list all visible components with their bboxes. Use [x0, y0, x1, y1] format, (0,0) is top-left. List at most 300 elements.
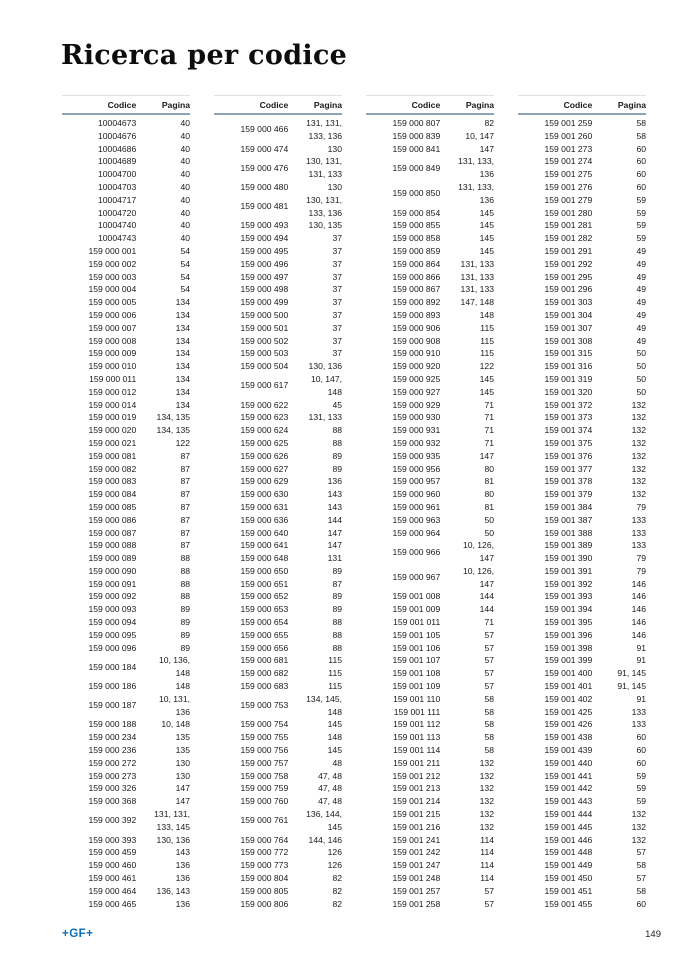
entry-pages	[288, 194, 342, 220]
entry-code: 159 000 095	[88, 629, 137, 640]
entry-pages	[288, 642, 342, 655]
entry-pages	[592, 271, 646, 284]
entry-pages	[592, 130, 646, 143]
index-entry	[214, 117, 342, 143]
entry-pages	[136, 872, 190, 885]
entry-code: 159 000 956	[392, 463, 441, 474]
index-entry	[518, 667, 646, 680]
entry-pages	[440, 258, 494, 271]
entry-pages	[288, 654, 342, 667]
index-entry	[62, 770, 190, 783]
entry-page-line: 145	[479, 207, 494, 218]
entry-page-line: 131, 133	[460, 284, 494, 295]
entry-page-line: 134, 135	[156, 425, 190, 436]
entry-page-line: 50	[636, 361, 646, 372]
index-entry	[62, 309, 190, 322]
entry-page-line: 10, 131,	[158, 693, 190, 704]
entry-page-line: 57	[484, 629, 494, 640]
index-entry	[214, 590, 342, 603]
entry-code: 159 001 398	[544, 642, 593, 653]
entry-code: 159 001 282	[544, 233, 593, 244]
entry-code: 159 000 011	[89, 373, 137, 384]
entry-pages	[592, 731, 646, 744]
entry-pages	[288, 117, 342, 143]
entry-code: 159 001 384	[544, 501, 593, 512]
index-entry	[366, 616, 494, 629]
page-number: 149	[645, 929, 661, 940]
entry-code: 159 001 111	[393, 706, 441, 717]
entry-code: 159 001 113	[393, 732, 441, 743]
entry-pages	[136, 808, 190, 834]
entry-page-line: 58	[636, 118, 646, 128]
entry-pages	[136, 296, 190, 309]
index-entry	[518, 219, 646, 232]
index-entry	[366, 296, 494, 309]
index-entry	[518, 335, 646, 348]
index-entry	[62, 834, 190, 847]
entry-code: 159 000 003	[88, 271, 137, 282]
entry-code: 10004700	[97, 169, 137, 180]
entry-page-line: 54	[180, 258, 190, 269]
entry-page-line: 91	[636, 655, 646, 666]
entry-code: 159 001 320	[544, 386, 593, 397]
entry-page-line: 59	[636, 770, 646, 781]
entry-page-line: 89	[180, 617, 190, 628]
entry-pages	[136, 488, 190, 501]
entry-code: 159 000 892	[392, 297, 441, 308]
entry-code: 159 000 504	[240, 361, 289, 372]
entry-page-line: 37	[332, 335, 342, 346]
entry-pages	[288, 309, 342, 322]
entry-pages	[592, 590, 646, 603]
entry-code: 159 000 020	[88, 425, 137, 436]
index-entry	[62, 117, 190, 130]
entry-page-line: 136	[479, 169, 494, 180]
entry-page-line: 134, 135	[156, 412, 190, 423]
entry-page-line: 134	[175, 386, 190, 397]
entry-code: 159 000 966	[392, 546, 441, 557]
entry-page-line: 71	[484, 399, 494, 410]
entry-page-line: 147	[479, 450, 494, 461]
index-entry	[62, 744, 190, 757]
entry-page-line: 10, 126,	[462, 565, 494, 576]
entry-code: 159 000 236	[88, 745, 137, 756]
entry-page-line: 57	[484, 885, 494, 896]
entry-code: 159 000 864	[392, 258, 441, 269]
entry-pages	[592, 629, 646, 642]
entry-page-line: 80	[484, 463, 494, 474]
entry-code: 159 000 925	[392, 373, 441, 384]
index-entry	[62, 514, 190, 527]
entry-code: 159 001 216	[392, 821, 441, 832]
index-entry	[366, 424, 494, 437]
index-entry	[214, 360, 342, 373]
entry-page-line: 134	[175, 297, 190, 308]
entry-pages	[440, 718, 494, 731]
entry-pages	[288, 898, 342, 911]
entry-page-line: 132	[631, 809, 646, 820]
entry-pages	[288, 155, 342, 181]
entry-pages	[288, 629, 342, 642]
entry-page-line: 60	[636, 143, 646, 154]
entry-pages	[288, 335, 342, 348]
entry-pages	[440, 411, 494, 424]
entry-code: 159 001 445	[544, 821, 593, 832]
index-entry	[518, 654, 646, 667]
index-entry	[62, 207, 190, 220]
index-entry	[518, 782, 646, 795]
index-entry	[518, 475, 646, 488]
column-header-row	[214, 95, 342, 115]
entry-pages	[136, 616, 190, 629]
index-entry	[366, 399, 494, 412]
entry-page-line: 60	[636, 898, 646, 909]
entry-pages	[440, 207, 494, 220]
entry-pages	[288, 283, 342, 296]
entry-pages	[440, 309, 494, 322]
entry-pages	[440, 514, 494, 527]
entry-pages	[592, 309, 646, 322]
entry-code: 159 000 496	[240, 258, 289, 269]
entry-pages	[288, 475, 342, 488]
entry-pages	[440, 232, 494, 245]
entry-pages	[592, 885, 646, 898]
entry-pages	[288, 514, 342, 527]
entry-pages	[288, 501, 342, 514]
entry-pages	[440, 373, 494, 386]
column-header-codice: Codice	[107, 100, 137, 110]
entry-code: 159 000 008	[88, 335, 137, 346]
entry-code: 159 001 443	[544, 796, 593, 807]
index-entry	[62, 872, 190, 885]
entry-page-line: 49	[636, 258, 646, 269]
entry-page-line: 40	[180, 181, 190, 192]
entry-pages	[288, 744, 342, 757]
column-header-codice: Codice	[411, 100, 441, 110]
index-entry	[366, 347, 494, 360]
entry-code: 159 001 273	[544, 143, 593, 154]
entry-code: 159 001 389	[544, 540, 593, 551]
entry-page-line: 50	[636, 373, 646, 384]
index-entry	[518, 590, 646, 603]
entry-code: 159 000 503	[240, 348, 289, 359]
entry-code: 159 000 012	[88, 386, 137, 397]
entry-page-line: 146	[631, 604, 646, 615]
entry-pages	[440, 859, 494, 872]
entry-code: 159 001 011	[393, 617, 441, 628]
entry-page-line: 126	[327, 847, 342, 858]
entry-code: 159 000 654	[240, 617, 289, 628]
index-entry	[366, 130, 494, 143]
entry-code: 159 000 806	[240, 898, 289, 909]
entry-code: 159 000 623	[240, 412, 289, 423]
entry-page-line: 87	[180, 527, 190, 538]
entry-page-line: 130	[175, 770, 190, 781]
index-entry	[518, 130, 646, 143]
index-entry	[214, 680, 342, 693]
column-header-codice: Codice	[259, 100, 289, 110]
index-entry	[62, 155, 190, 168]
index-entry	[214, 744, 342, 757]
index-entry	[366, 501, 494, 514]
index-entry	[518, 616, 646, 629]
entry-code: 159 001 211	[393, 757, 441, 768]
entry-page-line: 79	[636, 501, 646, 512]
index-entry	[214, 603, 342, 616]
entry-code: 159 000 964	[392, 527, 441, 538]
entry-page-line: 147	[479, 143, 494, 154]
entry-page-line: 132	[479, 770, 494, 781]
entry-page-line: 50	[484, 527, 494, 538]
index-entry	[214, 552, 342, 565]
column-header-pagina: Pagina	[313, 100, 342, 110]
entry-code: 159 000 858	[392, 233, 441, 244]
index-entry	[366, 450, 494, 463]
entry-code: 159 001 375	[544, 437, 593, 448]
entry-page-line: 148	[175, 681, 190, 692]
entry-pages	[136, 168, 190, 181]
entry-page-line: 89	[332, 450, 342, 461]
index-entry	[366, 360, 494, 373]
entry-pages	[136, 117, 190, 130]
entry-page-line: 49	[636, 322, 646, 333]
entry-page-line: 10, 126,	[462, 540, 494, 551]
index-entry	[214, 245, 342, 258]
entry-page-line: 130, 136	[156, 834, 190, 845]
entry-code: 159 000 234	[88, 732, 137, 743]
entry-code: 159 000 001	[88, 245, 137, 256]
entry-page-line: 131, 133	[460, 258, 494, 269]
index-entry	[518, 168, 646, 181]
entry-code: 159 000 622	[240, 399, 289, 410]
entry-pages	[136, 578, 190, 591]
index-entry	[518, 181, 646, 194]
entry-code: 159 000 393	[88, 834, 137, 845]
entry-code: 159 001 378	[544, 476, 593, 487]
entry-code: 159 001 441	[544, 770, 593, 781]
entry-code: 159 000 640	[240, 527, 289, 538]
index-entry	[214, 629, 342, 642]
entry-code: 159 001 316	[544, 361, 593, 372]
entry-pages	[288, 181, 342, 194]
index-entry	[62, 424, 190, 437]
entry-pages	[440, 424, 494, 437]
entry-pages	[288, 859, 342, 872]
index-entry	[62, 795, 190, 808]
entry-code: 159 000 481	[240, 201, 289, 212]
entry-code: 159 000 764	[240, 834, 289, 845]
entry-code: 159 000 929	[392, 399, 441, 410]
index-entry	[214, 770, 342, 783]
entry-page-line: 132	[631, 425, 646, 436]
entry-page-line: 148	[327, 706, 342, 717]
entry-pages	[136, 283, 190, 296]
entry-code: 159 000 655	[240, 629, 289, 640]
index-entry	[518, 642, 646, 655]
entry-code: 159 000 636	[240, 514, 289, 525]
entry-code: 159 000 932	[392, 437, 441, 448]
entry-pages	[288, 834, 342, 847]
index-entry	[366, 718, 494, 731]
entry-code: 159 001 258	[392, 898, 441, 909]
entry-code: 159 001 446	[544, 834, 593, 845]
entry-pages	[440, 590, 494, 603]
entry-pages	[288, 450, 342, 463]
entry-pages	[288, 296, 342, 309]
entry-pages	[136, 693, 190, 719]
index-entry	[518, 859, 646, 872]
entry-code: 159 000 859	[392, 245, 441, 256]
entry-page-line: 143	[327, 489, 342, 500]
index-entry	[214, 219, 342, 232]
entry-pages	[136, 347, 190, 360]
entry-pages	[592, 757, 646, 770]
index-entry	[366, 757, 494, 770]
entry-page-line: 135	[175, 745, 190, 756]
entry-pages	[592, 552, 646, 565]
index-entry	[366, 898, 494, 911]
entry-code: 159 000 081	[88, 450, 137, 461]
index-entry	[366, 680, 494, 693]
entry-code: 159 000 096	[88, 642, 137, 653]
column-header-row	[62, 95, 190, 115]
entry-page-line: 145	[479, 233, 494, 244]
entry-pages	[288, 360, 342, 373]
index-entry	[62, 846, 190, 859]
index-entry	[62, 322, 190, 335]
entry-code: 159 000 656	[240, 642, 289, 653]
entry-page-line: 71	[484, 412, 494, 423]
entry-page-line: 87	[180, 514, 190, 525]
entry-page-line: 79	[636, 565, 646, 576]
entry-page-line: 40	[180, 233, 190, 244]
index-entry	[518, 898, 646, 911]
entry-page-line: 59	[636, 783, 646, 794]
index-entry	[518, 194, 646, 207]
entry-code: 159 000 627	[240, 463, 289, 474]
index-entry	[366, 834, 494, 847]
index-entry	[214, 155, 342, 181]
entry-pages	[136, 450, 190, 463]
entry-pages	[592, 527, 646, 540]
entry-page-line: 50	[636, 348, 646, 359]
index-entry	[518, 386, 646, 399]
entry-code: 10004673	[97, 118, 137, 128]
index-entry	[214, 437, 342, 450]
entry-code: 159 000 086	[88, 514, 137, 525]
entry-pages	[136, 411, 190, 424]
entry-page-line: 134	[175, 348, 190, 359]
entry-pages	[288, 219, 342, 232]
entry-pages	[440, 399, 494, 412]
entry-page-line: 131, 133,	[458, 181, 494, 192]
index-entry	[518, 347, 646, 360]
entry-pages	[288, 411, 342, 424]
entry-pages	[136, 309, 190, 322]
entry-page-line: 132	[631, 412, 646, 423]
entry-pages	[592, 642, 646, 655]
entry-code: 159 001 376	[544, 450, 593, 461]
index-entry	[62, 232, 190, 245]
entry-pages	[136, 782, 190, 795]
page-footer	[62, 928, 661, 940]
entry-code: 159 001 308	[544, 335, 593, 346]
entry-code: 159 001 213	[392, 783, 441, 794]
entry-page-line: 47, 48	[318, 783, 342, 794]
entry-page-line: 148	[327, 732, 342, 743]
index-entry	[366, 693, 494, 706]
entry-pages	[440, 565, 494, 591]
index-entry	[214, 565, 342, 578]
entry-code: 159 000 850	[392, 188, 441, 199]
index-entry	[366, 654, 494, 667]
entry-page-line: 59	[636, 796, 646, 807]
entry-page-line: 88	[332, 437, 342, 448]
entry-page-line: 57	[484, 655, 494, 666]
index-entry	[214, 258, 342, 271]
index-entry	[518, 450, 646, 463]
index-entry	[214, 808, 342, 834]
entry-page-line: 132	[479, 757, 494, 768]
entry-pages	[288, 782, 342, 795]
index-entry	[518, 411, 646, 424]
entry-code: 159 000 807	[392, 118, 441, 128]
entry-page-line: 115	[328, 681, 342, 692]
entry-pages	[440, 296, 494, 309]
entry-pages	[592, 488, 646, 501]
entry-page-line: 132	[479, 821, 494, 832]
entry-page-line: 144	[479, 604, 494, 615]
entry-page-line: 132	[479, 783, 494, 794]
entry-pages	[136, 219, 190, 232]
index-entry	[518, 207, 646, 220]
entry-code: 159 000 464	[88, 885, 137, 896]
index-entry	[62, 168, 190, 181]
entry-pages	[136, 207, 190, 220]
entry-pages	[136, 859, 190, 872]
entry-code: 159 001 279	[544, 194, 593, 205]
entry-pages	[592, 143, 646, 156]
entry-code: 159 000 930	[392, 412, 441, 423]
entry-pages	[440, 283, 494, 296]
index-column	[62, 95, 190, 910]
entry-pages	[288, 143, 342, 156]
entry-pages	[592, 322, 646, 335]
entry-code: 159 001 247	[392, 860, 441, 871]
entry-page-line: 132	[631, 476, 646, 487]
entry-code: 159 000 021	[88, 437, 137, 448]
entry-pages	[288, 616, 342, 629]
entry-pages	[288, 667, 342, 680]
entry-page-line: 40	[180, 156, 190, 167]
entry-page-line: 131	[327, 553, 342, 564]
entry-pages	[288, 693, 342, 719]
entry-page-line: 49	[636, 271, 646, 282]
entry-page-line: 134	[175, 399, 190, 410]
entry-page-line: 132	[631, 489, 646, 500]
entry-pages	[440, 360, 494, 373]
entry-pages	[592, 181, 646, 194]
entry-pages	[592, 155, 646, 168]
entry-code: 159 001 319	[544, 373, 593, 384]
column-header-row	[366, 95, 494, 115]
entry-page-line: 40	[180, 220, 190, 231]
index-entry	[518, 501, 646, 514]
entry-pages	[440, 130, 494, 143]
entry-code: 159 000 461	[88, 873, 137, 884]
entry-pages	[288, 463, 342, 476]
index-entry	[62, 578, 190, 591]
